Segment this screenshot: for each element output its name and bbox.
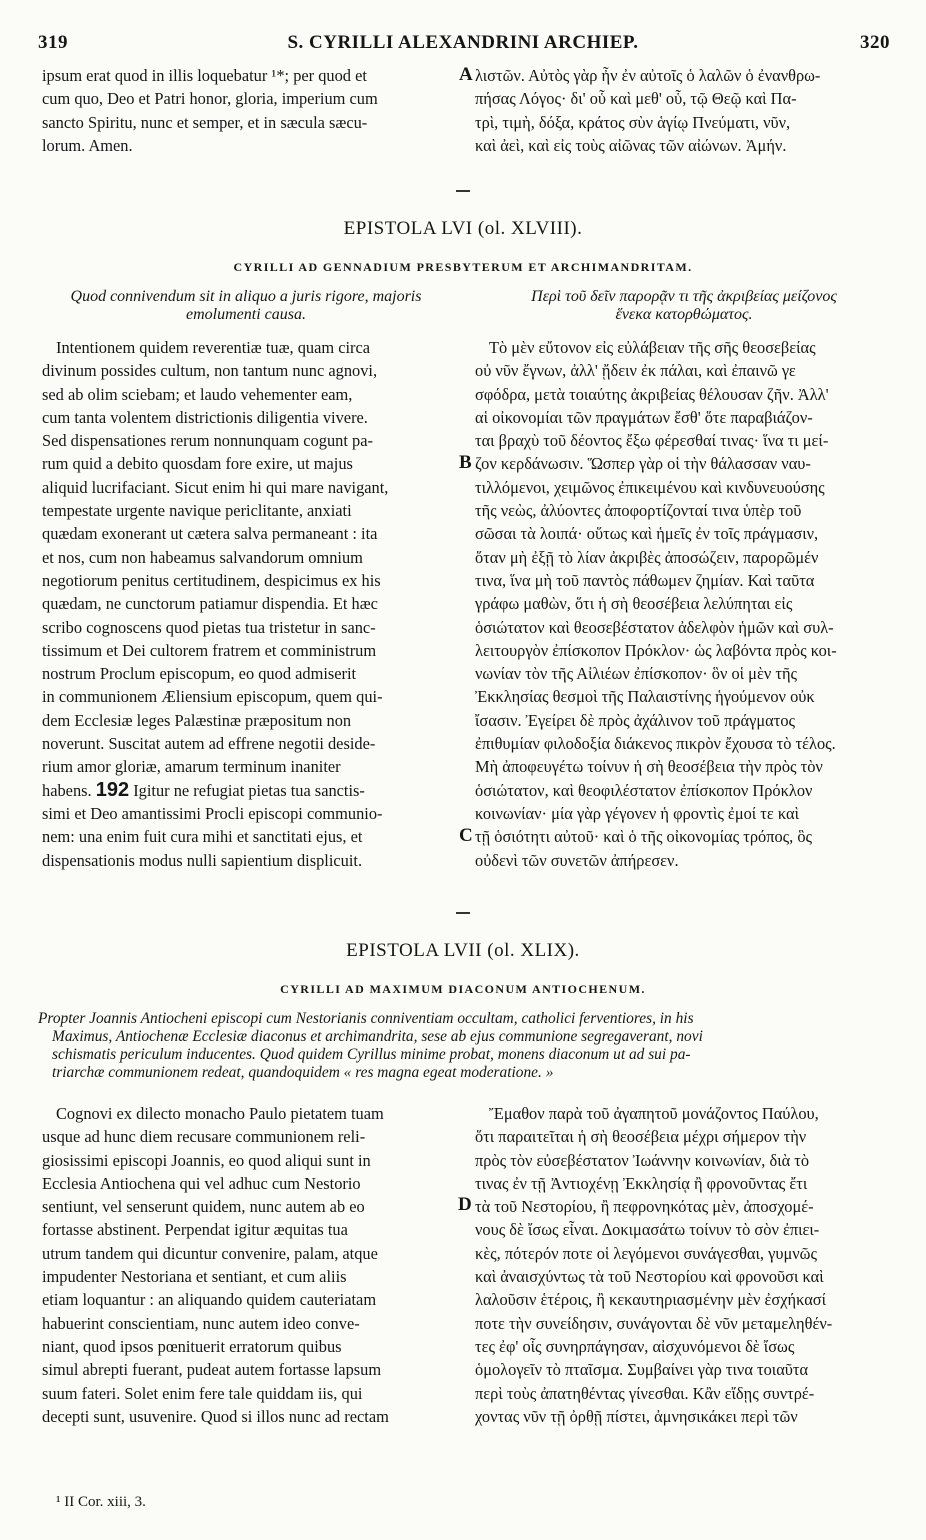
text-line: noverunt. Suscitat autem ad effrene negotii deside-	[42, 734, 376, 754]
summary-line: Quod connivendum sit in aliquo a juris rigore, majoris	[70, 288, 422, 305]
text-line: πήσας Λόγος· δι' οὗ καὶ μεθ' οὗ, τῷ Θεῷ καὶ Πα-	[475, 89, 797, 109]
text-line: Ecclesia Antiochena qui vel adhuc cum Nestorio	[42, 1173, 361, 1193]
text-line: rium amor gloriæ, amarum terminum inaniter	[42, 757, 341, 777]
text-line: ἴσασιν. Ἐγείρει δὲ πρὸς ἀχάλινον τοῦ πράγματος	[475, 710, 796, 730]
section-divider	[456, 912, 470, 914]
latin-summary	[42, 288, 450, 324]
text-line: καὶ ἀναισχύντως τὰ τοῦ Νεστορίου καὶ φρονοῦσι καὶ	[475, 1267, 824, 1287]
page-reference: 192	[95, 778, 130, 801]
text-line: etiam loquantur : an aliquando quidem cauteriatam	[42, 1290, 377, 1310]
top-greek-column	[475, 64, 893, 157]
text-line: dem Ecclesiæ leges Palæstinæ præpositum non	[42, 710, 352, 730]
page-number-right: 320	[860, 32, 890, 53]
text-line: Τὸ μὲν εὔτονον εἰς εὐλάβειαν τῆς σῆς θεοσεβείας	[489, 338, 816, 357]
letter-56-greek-column	[475, 336, 893, 872]
text-line: ὁσιώτατον καὶ θεοσεβέστατον ἀδελφὸν ἡμῶν καὶ συλ-	[475, 617, 834, 637]
text-line: simi et Deo amantissimi Procli episcopi communio-	[42, 803, 383, 823]
text-line: in communionem Æliensium episcopum, quem qui-	[42, 687, 383, 707]
text-line: tempestate urgente navique periclitante, anxiati	[42, 501, 352, 521]
text-line: τες ἐφ' οἷς συνηρπάγησαν, αἰσχυνόμενοι δὲ ἴσως	[475, 1336, 795, 1356]
text-line: habuerint conscientiam, nunc autem ideo conve-	[42, 1313, 360, 1333]
text-line: ται βραχὺ τοῦ δέοντος ἔξω φέρεσθαί τινας· ἵνα τι μεί-	[475, 431, 829, 451]
text-line: fortasse abstinent. Perpendat igitur æquitas tua	[42, 1220, 348, 1240]
letter-56-latin-column	[42, 336, 450, 872]
text-line: χοντας νῦν τῇ ὀρθῇ πίστει, ἀμνησικάκει περὶ τῶν	[475, 1406, 798, 1426]
summary-line: schismatis periculum inducentes. Quod quidem Cyrillus minime probat, monens diaconum ut ad sui pa-	[52, 1046, 691, 1063]
text-line: οὐδενὶ τῶν συνετῶν ἀπήρεσεν.	[475, 850, 679, 870]
text-segment: Igitur ne refugiat pietas tua sanctis-	[133, 780, 365, 800]
text-line: utrum tandem qui dicuntur convenire, palam, atque	[42, 1243, 378, 1263]
text-line: γράφω μαθὼν, ὅτι ἡ σὴ θεοσέβεια λελύπηται εἰς	[475, 594, 793, 614]
text-line: τινα, ἵνα μὴ τοῦ παντὸς πάθωμεν ζημίαν. Καὶ ταῦτα	[475, 570, 815, 590]
text-line: οὐ νῦν ἔγνων, ἀλλ' ᾔδειν ἐκ πάλαι, καὶ ἐπαινῶ γε	[475, 361, 796, 381]
letter-title-text: EPISTOLA LVI	[343, 218, 473, 239]
text-line: ipsum erat quod in illis loquebatur ¹*; per quod et	[42, 66, 367, 85]
summary-line: Περὶ τοῦ δεῖν παρορᾷν τι τῆς ἀκριβείας μείζονος	[531, 288, 837, 305]
text-line: sed ab olim sciebam; et laudo vehementer eam,	[42, 384, 353, 404]
text-line: περὶ τοὺς ἀπατηθέντας γίνεσθαι. Κἂν εἴδῃς συντρέ-	[475, 1383, 815, 1403]
text-line: Ἔμαθον παρὰ τοῦ ἀγαπητοῦ μονάζοντος Παύλου,	[489, 1104, 819, 1123]
running-title: S. CYRILLI ALEXANDRINI ARCHIEP.	[287, 32, 639, 53]
section-divider	[456, 190, 470, 192]
letter-57-summary	[38, 1010, 890, 1082]
text-line: aliquid lucrifaciant. Sicut enim hi qui mare navigant,	[42, 477, 389, 497]
text-line: τῇ ὁσιότητι αὐτοῦ· καὶ ὁ τῆς οἰκονομίας τρόπος, ὃς	[475, 827, 813, 847]
text-line: rum quid a debito quosdam fore exire, ut majus	[42, 454, 353, 474]
text-line: impudenter Nestoriana et sentiant, et cum aliis	[42, 1267, 347, 1287]
text-line: ζον κερδάνωσιν. Ὥσπερ γὰρ οἱ τὴν θάλασσαν ναυ-	[475, 454, 811, 474]
letter-56-title	[0, 218, 926, 240]
text-line: niant, quod ipsos pœnituerit erratorum quibus	[42, 1336, 342, 1356]
letter-56-subtitle: CYRILLI AD GENNADIUM PRESBYTERUM ET ARCHIMANDRITAM.	[233, 260, 693, 274]
text-line: σῶσαι τὰ λοιπά· οὕτως καὶ ἡμεῖς ἐν τοῖς πράγμασιν,	[475, 524, 819, 544]
text-line: ὁσιώτατον, καὶ θεοφιλέστατον ἐπίσκοπον Πρόκλον	[475, 780, 813, 800]
text-line: ὅτι παραιτεῖται ἡ σὴ θεοσέβεια μέχρι σήμερον τὴν	[475, 1127, 807, 1147]
letter-57-latin-column	[42, 1102, 450, 1428]
text-line: νους δὲ ἴσως εἶναι. Δοκιμασάτω τοίνυν τὸ σὸν ἐπιει-	[475, 1220, 820, 1240]
text-line: σφόδρα, μετὰ τοιαύτης ἀκριβείας θέλουσαν ζῆν. Ἀλλ'	[475, 384, 829, 404]
text-line: τῆς νεὼς, ἀλύοντες ἀποφορτίζονταί τινα ὑπὲρ τοῦ	[475, 501, 802, 521]
text-line: καὶ ἀεὶ, καὶ εἰς τοὺς αἰῶνας τῶν αἰώνων. Ἀμήν.	[475, 135, 787, 155]
text-line: νωνίαν τὸν τῆς Αἰλιέων ἐπίσκοπον· ὃν οἱ μὲν τῆς	[475, 664, 798, 684]
summary-line: ἕνεκα κατορθώματος.	[615, 306, 753, 323]
text-line: τὰ τοῦ Νεστορίου, ἢ πεφρονηκότας μὲν, ἀποσχομέ-	[475, 1197, 814, 1217]
text-line: simul abrepti fuerant, pudeat autem fortasse lapsum	[42, 1360, 382, 1380]
summary-line: Maximus, Antiochenæ Ecclesiæ diaconus et archimandrita, sese ab ejus communione segregaverant, novi	[52, 1028, 703, 1045]
text-line: ποτε τὴν συνείδησιν, συνάγονται δὲ νῦν μεταμεληθέν-	[475, 1313, 833, 1333]
text-line: ἐπιθυμίαν φιλοδοξία διάκενος πικρὸν ἔχουσα τὸ τέλος.	[475, 734, 836, 754]
text-line: tissimum et Dei cultorem fratrem et comministrum	[42, 640, 377, 660]
text-line: suum fateri. Solet enim fere tale quiddam iis, qui	[42, 1383, 363, 1403]
text-line: cum tanta volentem districtionis diligentia vivere.	[42, 407, 368, 427]
text-line: ὁμολογεῖν τὸ πταῖσμα. Συμβαίνει γὰρ τινα τοιαῦτα	[475, 1360, 809, 1380]
text-line: quædam exonerant ut cætera salva permaneant : ita	[42, 524, 378, 544]
top-latin-column	[42, 64, 450, 157]
summary-line: emolumenti causa.	[186, 306, 306, 323]
margin-marker-d: D	[458, 1194, 472, 1215]
letter-title-text: EPISTOLA LVII	[346, 940, 482, 961]
margin-marker-a: A	[459, 64, 473, 85]
text-line: Ἐκκλησίας θεσμοὶ τῆς Παλαιστίνης ἡγούμενον οὐκ	[475, 687, 815, 707]
margin-marker-b: B	[459, 452, 472, 473]
text-line: ὅταν μὴ ἐξῇ τὸ λίαν ἀκριβὲς ἀποσώζειν, παρορῶμέν	[475, 547, 819, 567]
text-line: divinum possides cultum, non tantum nunc agnovi,	[42, 361, 378, 381]
text-line: lorum. Amen.	[42, 135, 133, 155]
text-line: Μὴ ἀποφευγέτω τοίνυν ἡ σὴ θεοσέβεια τὴν πρὸς τὸν	[475, 757, 823, 777]
text-line: τινας ἐν τῇ Ἀντιοχένῃ Ἐκκλησίᾳ ἢ φρονοῦντας ἔτι	[475, 1173, 808, 1193]
letter-57-title	[0, 940, 926, 962]
text-line: λιστῶν. Αὐτὸς γὰρ ἦν ἐν αὐτοῖς ὁ λαλῶν ὁ ἐνανθρω-	[475, 66, 821, 85]
letter-57-subtitle: CYRILLI AD MAXIMUM DIACONUM ANTIOCHENUM.	[280, 982, 646, 996]
text-line: cum quo, Deo et Patri honor, gloria, imperium cum	[42, 89, 378, 109]
text-line: τρὶ, τιμὴ, δόξα, κράτος σὺν ἁγίῳ Πνεύματι, νῦν,	[475, 112, 791, 132]
text-line: τιλλόμενοι, χειμῶνος ἐπικειμένου καὶ κινδυνευούσης	[475, 477, 825, 497]
text-line: Cognovi ex dilecto monacho Paulo pietatem tuam	[56, 1104, 384, 1123]
page-number-left: 319	[38, 32, 68, 53]
text-line	[42, 779, 450, 802]
text-line: dispensationis modus nulli sapientium displicuit.	[42, 850, 363, 870]
text-line: Intentionem quidem reverentiæ tuæ, quam circa	[56, 338, 371, 357]
text-line: nostrum Proclum episcopum, eo quod admiserit	[42, 664, 357, 684]
text-line: et nos, cum non habeamus salvandorum omnium	[42, 547, 363, 567]
text-line: λαλοῦσιν ἑτέροις, ἢ κεκαυτηριασμένην μὲν ἐσχήκασί	[475, 1290, 827, 1310]
text-line: usque ad hunc diem recusare communionem reli-	[42, 1127, 366, 1147]
text-line: κοινωνίαν· μία γὰρ γέγονεν ἡ φροντὶς ἐμοί τε καὶ	[475, 803, 799, 823]
margin-marker-c: C	[459, 825, 473, 846]
text-line: scribo cognoscens quod pietas tua tristetur in sanc-	[42, 617, 376, 637]
text-line: decepti sunt, usuvenire. Quod si illos nunc ad rectam	[42, 1406, 389, 1426]
text-line: πρὸς τὸν εὐσεβέστατον Ἰωάννην κοινωνίαν, διὰ τὸ	[475, 1150, 810, 1170]
text-line: sancto Spiritu, nunc et semper, et in sæcula sæcu-	[42, 112, 368, 132]
letter-old-number: (ol. XLVIII).	[477, 218, 583, 239]
text-line: Sed dispensationes rerum nonnunquam cogunt pa-	[42, 431, 373, 451]
text-line: sentiunt, vel senserunt quidem, nunc autem ab eo	[42, 1197, 365, 1217]
text-segment: habens.	[42, 780, 92, 800]
text-line: λειτουργὸν ἐπίσκοπον Πρόκλον· ὡς λαβόντα πρὸς κοι-	[475, 640, 837, 660]
text-line: giosissimi episcopi Joannis, eo quod aliqui sunt in	[42, 1150, 371, 1170]
text-line: nem: una enim fuit cura mihi et sanctitati ejus, et	[42, 827, 363, 847]
footnote: ¹ II Cor. xiii, 3.	[56, 1494, 146, 1510]
summary-line: triarchæ communionem redeat, quandoquidem « res magna egeat moderatione. »	[52, 1064, 554, 1081]
text-line: negotiorum penitus certitudinem, despicimus ex his	[42, 570, 381, 590]
text-line: quædam, ne cunctorum patiamur dispendia. Et hæc	[42, 594, 378, 614]
summary-line: Propter Joannis Antiocheni episcopi cum Nestorianis conniventiam occultam, catholici ferventiores, in his	[38, 1010, 694, 1027]
greek-summary	[475, 288, 893, 324]
letter-old-number: (ol. XLIX).	[487, 940, 580, 961]
letter-57-greek-column	[475, 1102, 893, 1428]
text-line: κὲς, πότερόν ποτε οἱ λεγόμενοι συνάγεσθαι, γυμνῶς	[475, 1243, 817, 1263]
text-line: αἱ οἰκονομίαι τῶν πραγμάτων ἔσθ' ὅτε παραβιάζον-	[475, 407, 813, 427]
